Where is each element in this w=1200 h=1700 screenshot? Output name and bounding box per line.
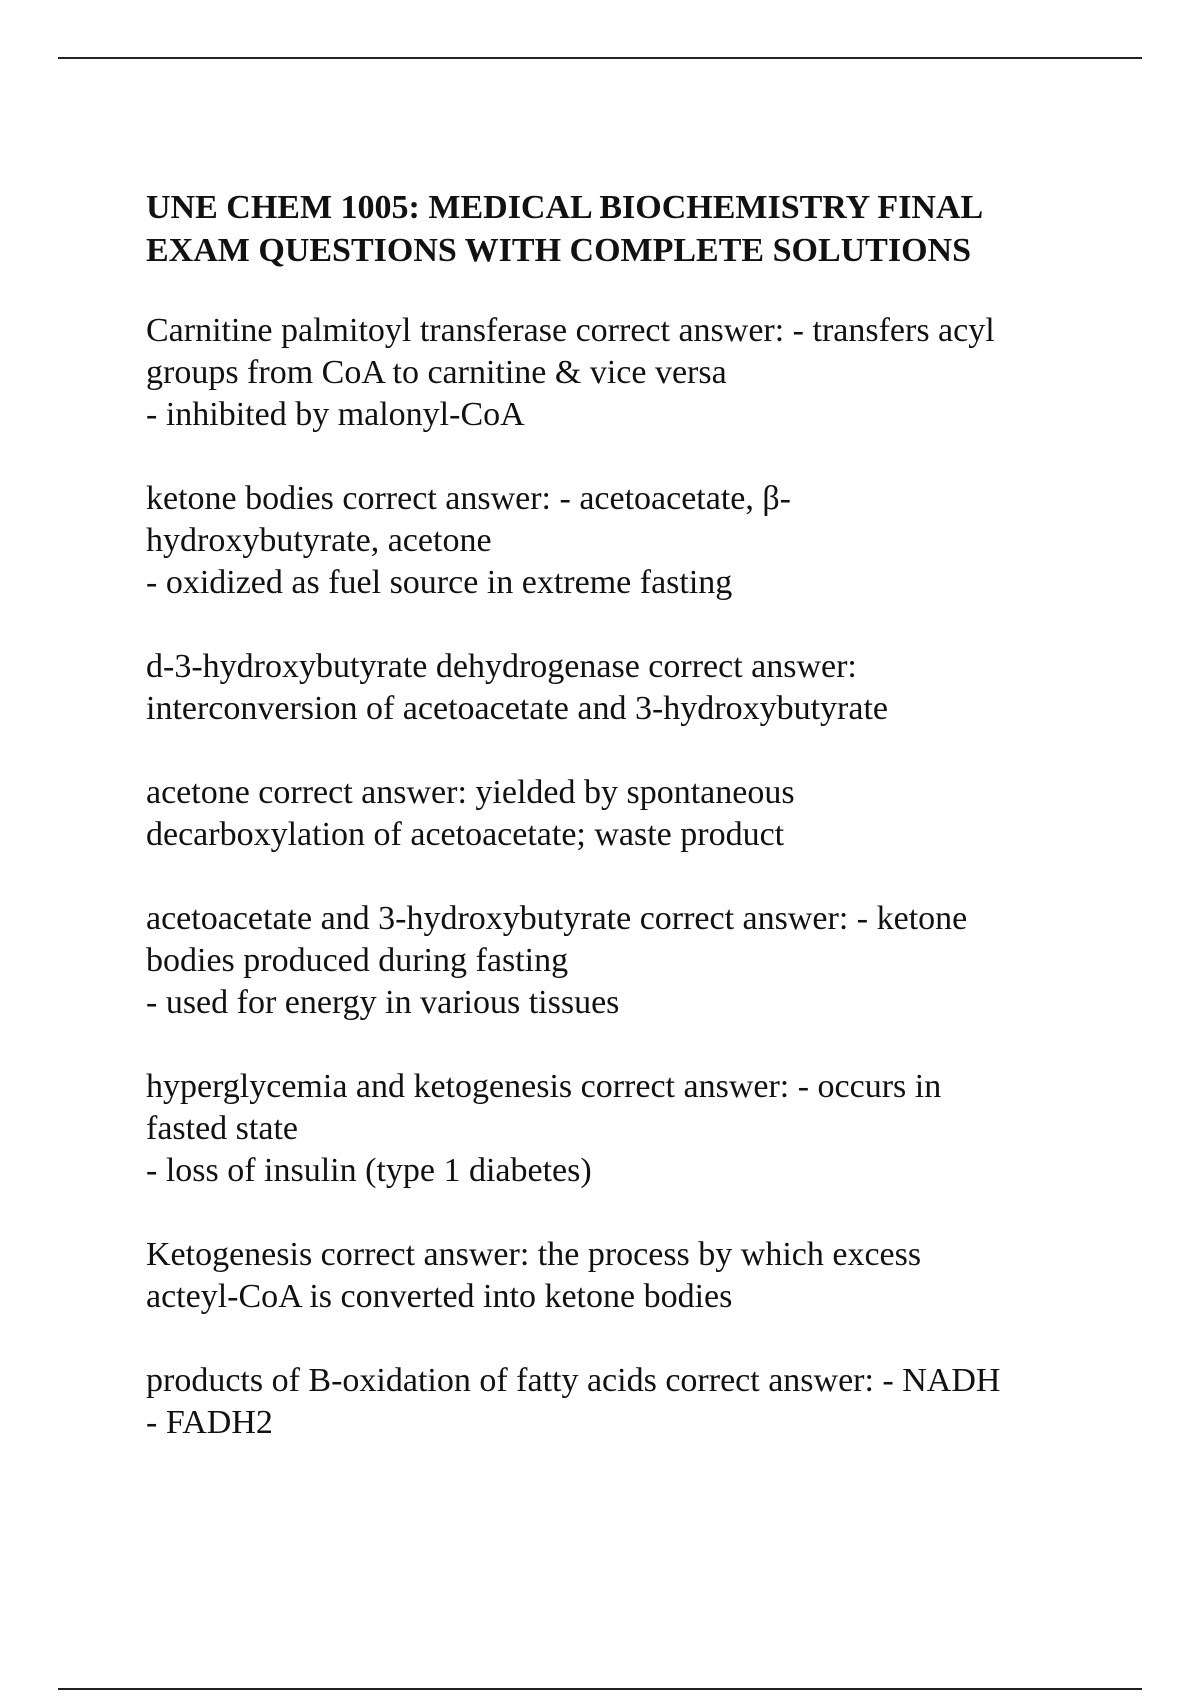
qa-entry-ketogenesis (146, 1234, 1106, 1318)
entry-line: hyperglycemia and ketogenesis correct answer: - occurs in (146, 1068, 942, 1105)
title-line: EXAM QUESTIONS WITH COMPLETE SOLUTIONS (146, 232, 971, 269)
entry-line: - FADH2 (146, 1404, 273, 1441)
entry-line: hydroxybutyrate, acetone (146, 522, 492, 559)
entry-line: d-3-hydroxybutyrate dehydrogenase correct answer: (146, 648, 857, 685)
entry-line: ketone bodies correct answer: - acetoacetate, β- (146, 480, 792, 517)
qa-entry-hydroxybutyrate-dehydrogenase (146, 646, 1106, 730)
title-line: UNE CHEM 1005: MEDICAL BIOCHEMISTRY FINAL (146, 189, 984, 226)
qa-entry-hyperglycemia-ketogenesis (146, 1066, 1106, 1192)
qa-entry-acetoacetate-hydroxybutyrate (146, 898, 1106, 1024)
entry-line: acteyl-CoA is converted into ketone bodies (146, 1278, 733, 1315)
top-divider (58, 57, 1142, 59)
entry-line: - inhibited by malonyl-CoA (146, 396, 525, 433)
qa-entry-acetone (146, 772, 1106, 856)
entry-line: Carnitine palmitoyl transferase correct answer: - transfers acyl (146, 312, 995, 349)
entry-line: - used for energy in various tissues (146, 984, 620, 1021)
entry-line: interconversion of acetoacetate and 3-hydroxybutyrate (146, 690, 889, 727)
document-title (146, 186, 1106, 272)
entry-line: bodies produced during fasting (146, 942, 569, 979)
entry-line: decarboxylation of acetoacetate; waste product (146, 816, 785, 853)
qa-entry-b-oxidation-products (146, 1360, 1106, 1444)
entry-line: Ketogenesis correct answer: the process by which excess (146, 1236, 922, 1273)
bottom-divider (58, 1688, 1142, 1690)
entry-line: acetone correct answer: yielded by spontaneous (146, 774, 795, 811)
qa-entry-carnitine-palmitoyl-transferase (146, 310, 1106, 436)
entry-line: products of B-oxidation of fatty acids correct answer: - NADH (146, 1362, 1001, 1399)
qa-entry-ketone-bodies (146, 478, 1106, 604)
entry-line: acetoacetate and 3-hydroxybutyrate correct answer: - ketone (146, 900, 968, 937)
entry-line: fasted state (146, 1110, 298, 1147)
entry-line: - oxidized as fuel source in extreme fasting (146, 564, 733, 601)
entry-line: - loss of insulin (type 1 diabetes) (146, 1152, 592, 1189)
document-body (146, 186, 1106, 1486)
entry-line: groups from CoA to carnitine & vice versa (146, 354, 727, 391)
